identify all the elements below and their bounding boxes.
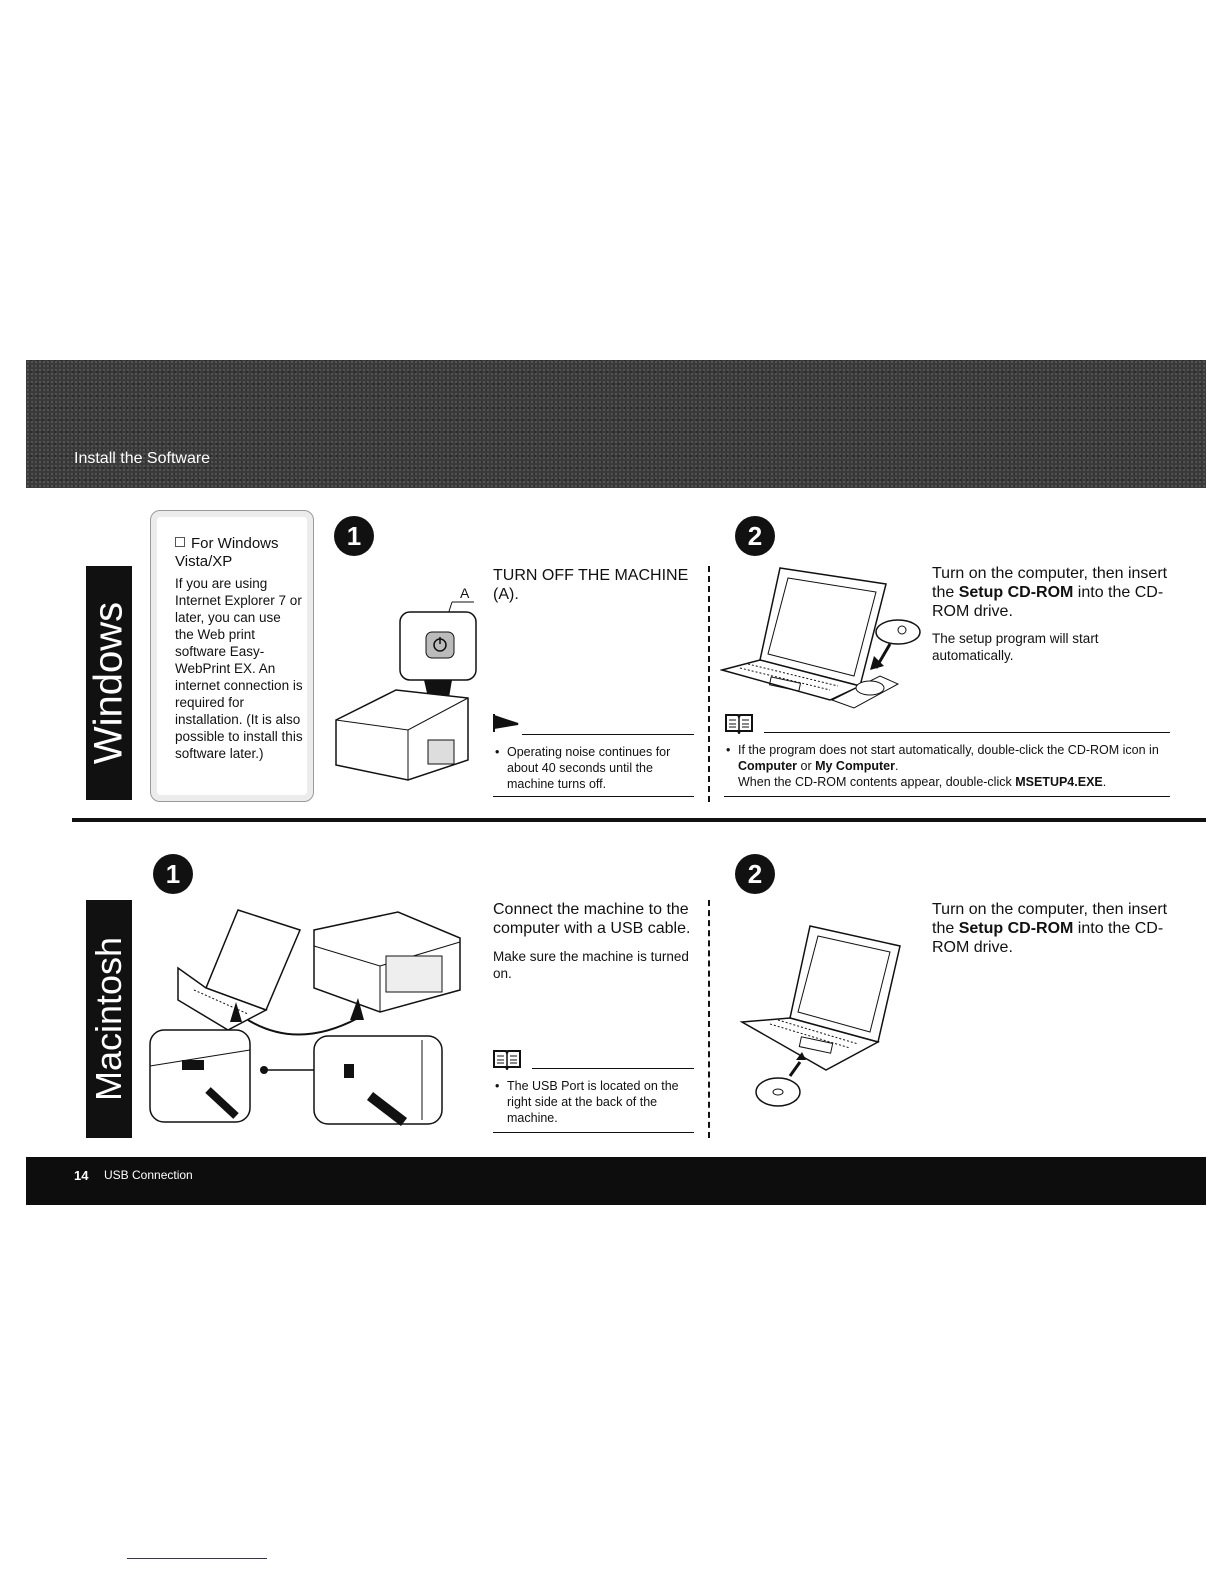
- mac-step1-number: 1: [153, 854, 193, 894]
- manual-book-icon: [492, 1048, 522, 1070]
- caution-bottom-rule: [493, 796, 694, 797]
- note-item: • The USB Port is located on the right side at the back of the machine.: [493, 1078, 693, 1126]
- instruction-text: Turn on the computer, then insert the: [932, 901, 1168, 937]
- setup-cdrom-label: Setup CD-ROM: [958, 584, 1074, 601]
- mac-step2-number: 2: [735, 854, 775, 894]
- caution-list: [493, 744, 693, 792]
- mac-note-bottom-rule: [493, 1132, 694, 1133]
- mac-step1-note: [493, 1078, 693, 1126]
- note-or: or: [797, 759, 816, 773]
- note-body: If you are using Internet Explorer 7 or later, you can use the Web print software Easy-WebPrint EX. An internet connection is required for installation. (It is also possible to install this software later.): [175, 576, 303, 761]
- note-item: [724, 742, 1174, 790]
- mac-step1-instruction: Connect the machine to the computer with a USB cable.: [493, 901, 691, 937]
- page-number: 14: [74, 1168, 89, 1183]
- windows-step1-instruction: TURN OFF THE MACHINE (A).: [493, 567, 689, 603]
- mac-step1-sub: Make sure the machine is turned on.: [493, 949, 689, 981]
- note-line2-end: .: [1102, 775, 1107, 789]
- windows-step2-number: 2: [735, 516, 775, 556]
- note-my-computer: My Computer: [815, 759, 895, 773]
- usb-connection-illustration: [148, 890, 468, 1130]
- windows-note-box: [150, 510, 314, 802]
- mac-step2-instruction: [932, 900, 1172, 957]
- bottom-rule: [127, 1558, 267, 1559]
- note-msetup: MSETUP4.EXE: [1015, 775, 1103, 789]
- note-period: .: [894, 759, 899, 773]
- note-heading: For Windows Vista/XP: [175, 535, 279, 570]
- section-separator: [72, 818, 1206, 822]
- note-heading-row: [175, 535, 303, 571]
- macintosh-tab-label: Macintosh: [88, 936, 129, 1102]
- page-title: Install the Software: [74, 450, 211, 467]
- windows-step2-note: [724, 742, 1174, 790]
- checkbox-icon: [175, 537, 185, 547]
- printer-power-illustration: [328, 580, 478, 790]
- macbook-cd-illustration: [730, 920, 910, 1120]
- macintosh-tab: [86, 900, 132, 1138]
- note-text: If the program does not start automatically, double-click the CD-ROM icon in: [738, 743, 1159, 757]
- note-computer: Computer: [738, 759, 798, 773]
- footer-bar: [26, 1157, 1206, 1205]
- win-note-rule: [764, 732, 1170, 733]
- windows-step2-sub: The setup program will start automatically.: [932, 631, 1099, 663]
- caution-flag-icon: [492, 712, 522, 734]
- mac-column-divider: [708, 900, 710, 1138]
- footer-section-label: USB Connection: [104, 1168, 193, 1182]
- instruction-text-end: into the CD-ROM drive.: [932, 920, 1164, 956]
- windows-tab-label: Windows: [86, 601, 131, 765]
- setup-cdrom-label: Setup CD-ROM: [958, 920, 1074, 937]
- caution-rule: [522, 734, 694, 735]
- manual-book-icon: [724, 712, 754, 734]
- windows-tab: [86, 566, 132, 800]
- laptop-cd-illustration: [720, 560, 930, 710]
- mac-note-rule: [532, 1068, 694, 1069]
- windows-column-divider: [708, 566, 710, 802]
- note-line2: When the CD-ROM contents appear, double-click: [738, 775, 1016, 789]
- caution-item: • Operating noise continues for about 40 seconds until the machine turns off.: [493, 744, 693, 792]
- instruction-text: Turn on the computer, then insert the: [932, 565, 1168, 601]
- header-band: [26, 360, 1206, 488]
- win-note-bottom-rule: [724, 796, 1170, 797]
- windows-step2-instruction: [932, 564, 1172, 621]
- callout-a-label: A: [460, 585, 470, 601]
- instruction-text-end: into the CD-ROM drive.: [932, 584, 1164, 620]
- windows-step1-number: 1: [334, 516, 374, 556]
